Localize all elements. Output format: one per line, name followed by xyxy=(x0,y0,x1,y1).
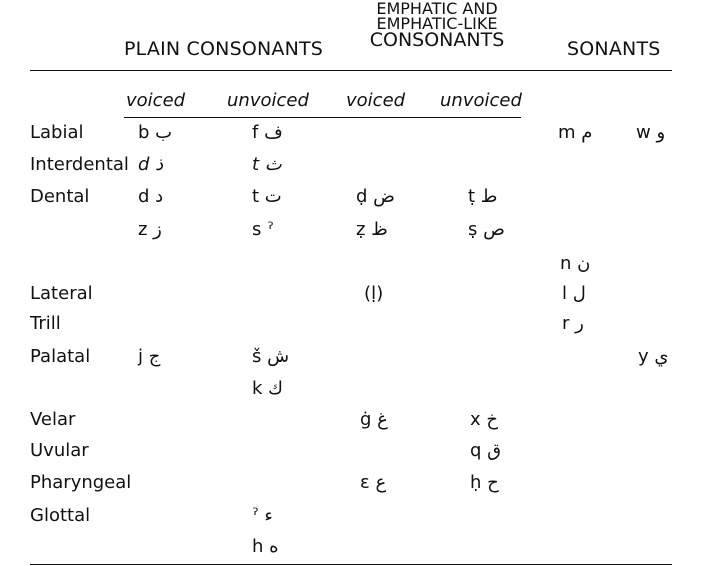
row-label-lateral: Lateral xyxy=(30,283,93,304)
cell-palatal-plain-voiced: j ج xyxy=(138,346,161,367)
row-label-pharyngeal: Pharyngeal xyxy=(30,472,132,493)
subheader-emph-voiced: voiced xyxy=(346,90,406,111)
cell-pharyngeal-emph-unvoiced: ḥ ح xyxy=(470,472,499,493)
cell-dental2-plain-unvoiced: s ˀ xyxy=(252,219,274,240)
cell-glottal-plain-unvoiced: ˀ ء xyxy=(252,505,273,526)
subheader-emph-unvoiced: unvoiced xyxy=(440,90,522,111)
cell-lateral-sonant: l ل xyxy=(562,283,586,304)
cell-lateral-emph-voiced: (ḷ) xyxy=(364,283,384,304)
cell-dental2-plain-voiced: z ز xyxy=(138,219,162,240)
cell-labial-plain-voiced: b ب xyxy=(138,122,173,143)
header-emphatic xyxy=(357,1,517,50)
row-label-uvular: Uvular xyxy=(30,440,89,461)
cell-palatal-plain-unvoiced: š ش xyxy=(252,346,290,367)
row-label-velar: Velar xyxy=(30,409,76,430)
row-label-palatal: Palatal xyxy=(30,346,91,367)
cell-velar-emph-voiced: ġ غ xyxy=(360,409,388,430)
header-emphatic-line1: EMPHATIC AND xyxy=(376,0,498,18)
cell-dental2-emph-unvoiced: ṣ ص xyxy=(468,219,505,240)
cell-interdental-plain-voiced: d ذ xyxy=(138,154,164,175)
row-label-trill: Trill xyxy=(30,313,61,334)
cell-trill-sonant: r ر xyxy=(562,313,584,334)
top-rule xyxy=(30,70,672,71)
cell-palatal-sonant: y ي xyxy=(638,346,669,367)
cell-labial-plain-unvoiced: f ف xyxy=(252,122,283,143)
header-emphatic-line3: CONSONANTS xyxy=(369,29,505,51)
cell-velar-emph-unvoiced: x خ xyxy=(470,409,498,430)
cell-pharyngeal-emph-voiced: ε ع xyxy=(360,472,387,493)
cell-dental-emph-voiced: ḍ ض xyxy=(356,186,395,207)
cell-dental-emph-unvoiced: ṭ ط xyxy=(468,186,498,207)
cell-dental2-emph-voiced: ẓ ظ xyxy=(356,219,388,240)
cell-palatal2-plain-unvoiced: k ك xyxy=(252,378,283,399)
header-plain-consonants: PLAIN CONSONANTS xyxy=(124,38,324,60)
cell-glottal2-plain-unvoiced: h ه xyxy=(252,536,279,557)
header-emphatic-line2: EMPHATIC-LIKE xyxy=(376,14,498,33)
cell-dental-plain-voiced: d د xyxy=(138,186,164,207)
cell-dental-plain-unvoiced: t ت xyxy=(252,186,282,207)
cell-nasal-sonant: n ن xyxy=(560,253,591,274)
subheader-plain-unvoiced: unvoiced xyxy=(227,90,309,111)
cell-labial-sonant-2: w و xyxy=(636,122,666,143)
row-label-interdental: Interdental xyxy=(30,154,129,175)
row-label-dental: Dental xyxy=(30,186,90,207)
row-label-glottal: Glottal xyxy=(30,505,91,526)
cell-interdental-plain-unvoiced: t ث xyxy=(252,154,282,175)
cell-uvular-emph-unvoiced: q ق xyxy=(470,440,502,461)
subheader-rule xyxy=(124,117,521,118)
cell-labial-sonant-1: m م xyxy=(558,122,593,143)
subheader-plain-voiced: voiced xyxy=(126,90,186,111)
header-sonants: SONANTS xyxy=(567,38,661,60)
bottom-rule xyxy=(30,564,672,565)
row-label-labial: Labial xyxy=(30,122,84,143)
